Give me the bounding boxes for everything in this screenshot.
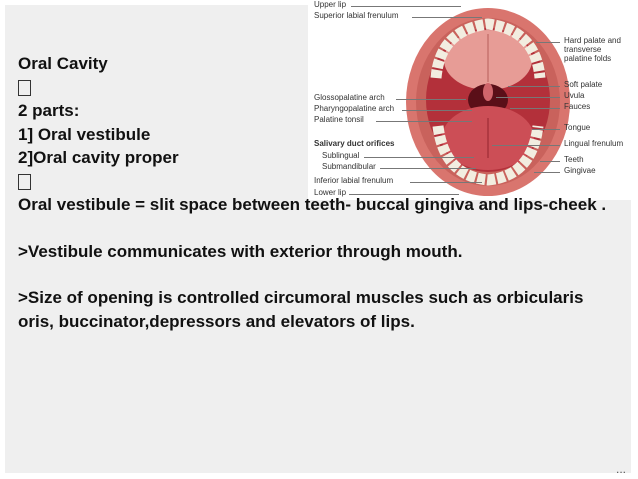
bullet-box-icon <box>18 174 31 190</box>
label-uvula: Uvula <box>564 91 585 100</box>
label-fauces: Fauces <box>564 102 591 111</box>
part-1: 1] Oral vestibule <box>18 124 151 144</box>
slide-footer-dots: ... <box>615 462 626 476</box>
part-2: 2]Oral cavity proper <box>18 148 179 167</box>
label-transverse: transverse <box>564 45 602 54</box>
label-lower-lip: Lower lip <box>314 188 347 197</box>
paragraph-vestibule: >Vestibule communicates with exterior through mouth. <box>18 241 463 261</box>
label-submandibular: Submandibular <box>322 162 376 171</box>
paragraph-opening: >Size of opening is controlled circumoral muscles such as orbicularis oris, buccinator,depressors and elevators of lips. <box>18 288 584 331</box>
label-teeth: Teeth <box>564 155 584 164</box>
label-lingual-frenulum: Lingual frenulum <box>564 139 624 148</box>
bullet-box-icon <box>18 80 31 96</box>
label-tongue: Tongue <box>564 123 591 132</box>
definition-paragraph: Oral vestibule = slit space between teeth- buccal gingiva and lips-cheek . <box>18 195 607 214</box>
label-pharyngopalatine-arch: Pharyngopalatine arch <box>314 104 395 113</box>
label-salivary-duct-orifices: Salivary duct orifices <box>314 139 395 148</box>
label-sublingual: Sublingual <box>322 151 360 160</box>
label-soft-palate: Soft palate <box>564 80 603 89</box>
label-gingivae: Gingivae <box>564 166 596 175</box>
label-palatine-tonsil: Palatine tonsil <box>314 115 364 124</box>
label-palatine-folds: palatine folds <box>564 54 612 63</box>
label-inferior-labial-frenulum: Inferior labial frenulum <box>314 176 394 185</box>
parts-heading: 2 parts: <box>18 101 80 120</box>
label-glossopalatine-arch: Glossopalatine arch <box>314 93 385 102</box>
slide-body <box>18 52 618 333</box>
label-superior-labial-frenulum: Superior labial frenulum <box>314 11 399 20</box>
label-hard-palate: Hard palate and <box>564 36 621 45</box>
slide-title: Oral Cavity <box>18 54 108 73</box>
bullet-line-2 <box>18 170 618 194</box>
bullet-line-1 <box>18 76 618 100</box>
label-upper-lip: Upper lip <box>314 0 347 9</box>
